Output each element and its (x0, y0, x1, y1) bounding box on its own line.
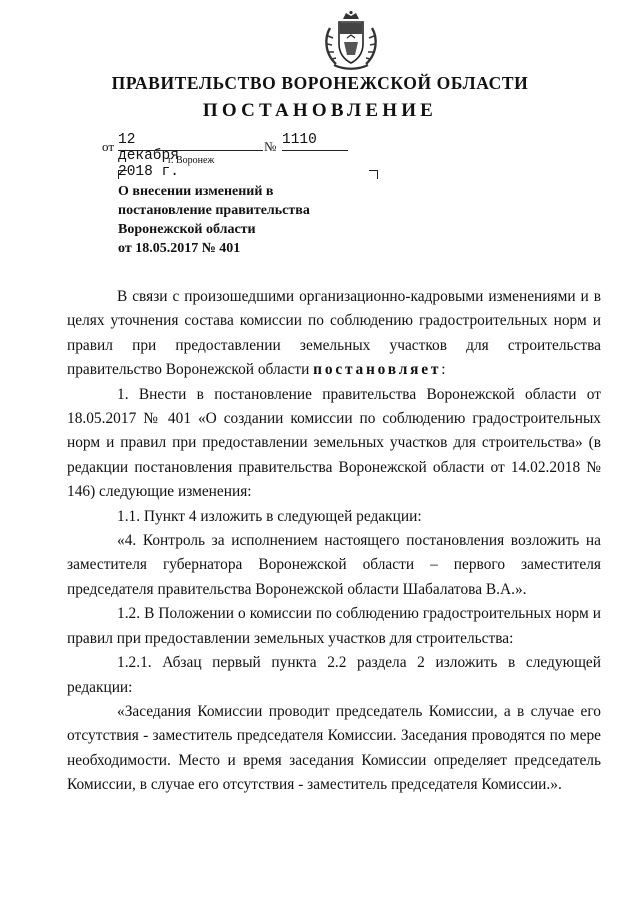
intro-text: В связи с произошедшими организационно-кадровыми изменениями и в целях уточнения состава комиссии по соблюдению градостроительных норм и правил при предоставлении земельных участков для строительства правительство Воронежской области (67, 288, 601, 379)
corner-bracket-left (118, 170, 127, 179)
item-1-2-1-text: «Заседания Комиссии проводит председатель Комиссии, а в случае его отсутствия - заместитель председателя Комиссии. Заседания проводятся по мере необходимости. Место и время заседания Комиссии определяет председатель Комиссии, в случае его отсутствия - заместитель председателя Комиссии.». (67, 702, 601, 794)
subject-line: Воронежской области (118, 222, 256, 237)
subject-line: О внесении изменений в (118, 184, 274, 199)
number-label: № (264, 139, 277, 154)
subject-line: от 18.05.2017 № 401 (118, 241, 241, 256)
document-date: 12 декабря 2018 г. (118, 132, 179, 180)
item-1: 1. Внести в постановление правительства Воронежской области от 18.05.2017 № 401 «О создании комиссии по соблюдению градостроительных норм и правил при предоставлении земельных участков для строительства» (в редакции постановления правительства Воронежской области от 14.02.2018 № 146) следующие изменения: (67, 385, 601, 501)
document-body (67, 285, 601, 798)
decree-word: постановляет (313, 361, 442, 379)
organization-name: ПРАВИТЕЛЬСТВО ВОРОНЕЖСКОЙ ОБЛАСТИ (111, 73, 529, 93)
from-label: от (102, 139, 115, 154)
voronezh-coat-of-arms-icon (322, 10, 380, 72)
decree-suffix: : (441, 361, 446, 379)
corner-bracket-right (369, 170, 378, 179)
item-1-2: 1.2. В Положении о комиссии по соблюдению градостроительных норм и правил при предоставлении земельных участков для строительства: (67, 605, 601, 647)
date-underline (118, 150, 263, 151)
document-number: 1110 (282, 132, 317, 148)
document-subject (118, 182, 310, 258)
intro-paragraph (67, 285, 601, 383)
item-1-1-text: «4. Контроль за исполнением настоящего постановления возложить на заместителя губернатора Воронежской области – первого заместителя председателя правительства Воронежской области Шабалатова В.А.». (67, 532, 601, 598)
document-type: ПОСТАНОВЛЕНИЕ (202, 100, 438, 121)
item-1-2-1: 1.2.1. Абзац первый пункта 2.2 раздела 2 изложить в следующей редакции: (67, 654, 601, 696)
item-1-1: 1.1. Пункт 4 изложить в следующей редакции: (117, 507, 422, 525)
city: г. Воронеж (168, 155, 215, 166)
number-underline (282, 150, 348, 151)
subject-line: постановление правительства (118, 203, 310, 218)
